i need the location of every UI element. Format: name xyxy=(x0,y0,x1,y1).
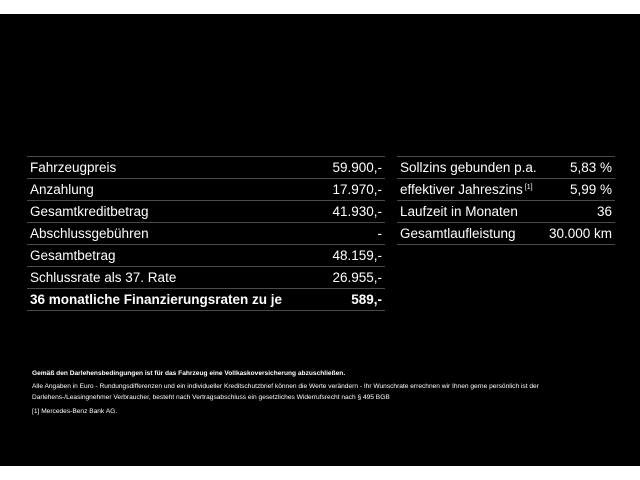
row-label: Laufzeit in Monaten xyxy=(397,201,544,223)
row-label: Gesamtkreditbetrag xyxy=(27,201,322,223)
row-label: Sollzins gebunden p.a. xyxy=(397,157,544,179)
row-value: 5,99 % xyxy=(544,179,615,201)
table-row xyxy=(397,157,615,179)
disclaimer-text: Alle Angaben in Euro - Rundungsdifferenzen und ein individueller Kreditschutzbrief können die Werte verändern - Ihr Wunschrate errechnen wir Ihnen gerne persönlich ist der Darlehens-/Leasingnehmer Verbraucher, besteht nach Vertragsabschluss ein gesetzliches Widerrufsrecht nach § 495 BGB xyxy=(32,383,539,401)
row-value: - xyxy=(322,223,385,245)
footnote-text: Mercedes-Benz Bank AG. xyxy=(41,408,118,415)
monthly-rate-label: 36 monatliche Finanzierungsraten zu je xyxy=(27,289,322,311)
financing-panel xyxy=(0,14,640,466)
monthly-rate-value: 589,- xyxy=(322,289,385,311)
row-label: Gesamtlaufleistung xyxy=(397,223,544,245)
table-row xyxy=(27,179,385,201)
table-row xyxy=(27,223,385,245)
row-label: Anzahlung xyxy=(27,179,322,201)
footnote-marker: [1] xyxy=(524,184,533,191)
row-value: 17.970,- xyxy=(322,179,385,201)
row-value: 48.159,- xyxy=(322,245,385,267)
row-value: 30.000 km xyxy=(544,223,615,245)
row-label-cell xyxy=(397,179,544,201)
row-label: Fahrzeugpreis xyxy=(27,157,322,179)
legal-notes xyxy=(32,368,612,417)
row-value: 41.930,- xyxy=(322,201,385,223)
table-row xyxy=(27,201,385,223)
row-value: 26.955,- xyxy=(322,267,385,289)
table-row xyxy=(397,201,615,223)
row-value: 36 xyxy=(544,201,615,223)
row-label: Abschlussgebühren xyxy=(27,223,322,245)
row-label: Schlussrate als 37. Rate xyxy=(27,267,322,289)
monthly-rate-row xyxy=(27,289,385,311)
table-row xyxy=(397,223,615,245)
table-row xyxy=(397,179,615,201)
row-label: effektiver Jahreszins xyxy=(400,182,523,197)
insurance-note: Gemäß den Darlehensbedingungen ist für das Fahrzeug eine Vollkaskoversicherung abzuschließen. xyxy=(32,370,346,377)
row-value: 59.900,- xyxy=(322,157,385,179)
row-value: 5,83 % xyxy=(544,157,615,179)
table-row xyxy=(27,245,385,267)
row-label: Gesamtbetrag xyxy=(27,245,322,267)
terms-table xyxy=(397,156,615,245)
footnote xyxy=(32,406,612,417)
table-row xyxy=(27,157,385,179)
table-row xyxy=(27,267,385,289)
footnote-marker: [1] xyxy=(32,408,40,415)
financing-table xyxy=(27,156,385,311)
